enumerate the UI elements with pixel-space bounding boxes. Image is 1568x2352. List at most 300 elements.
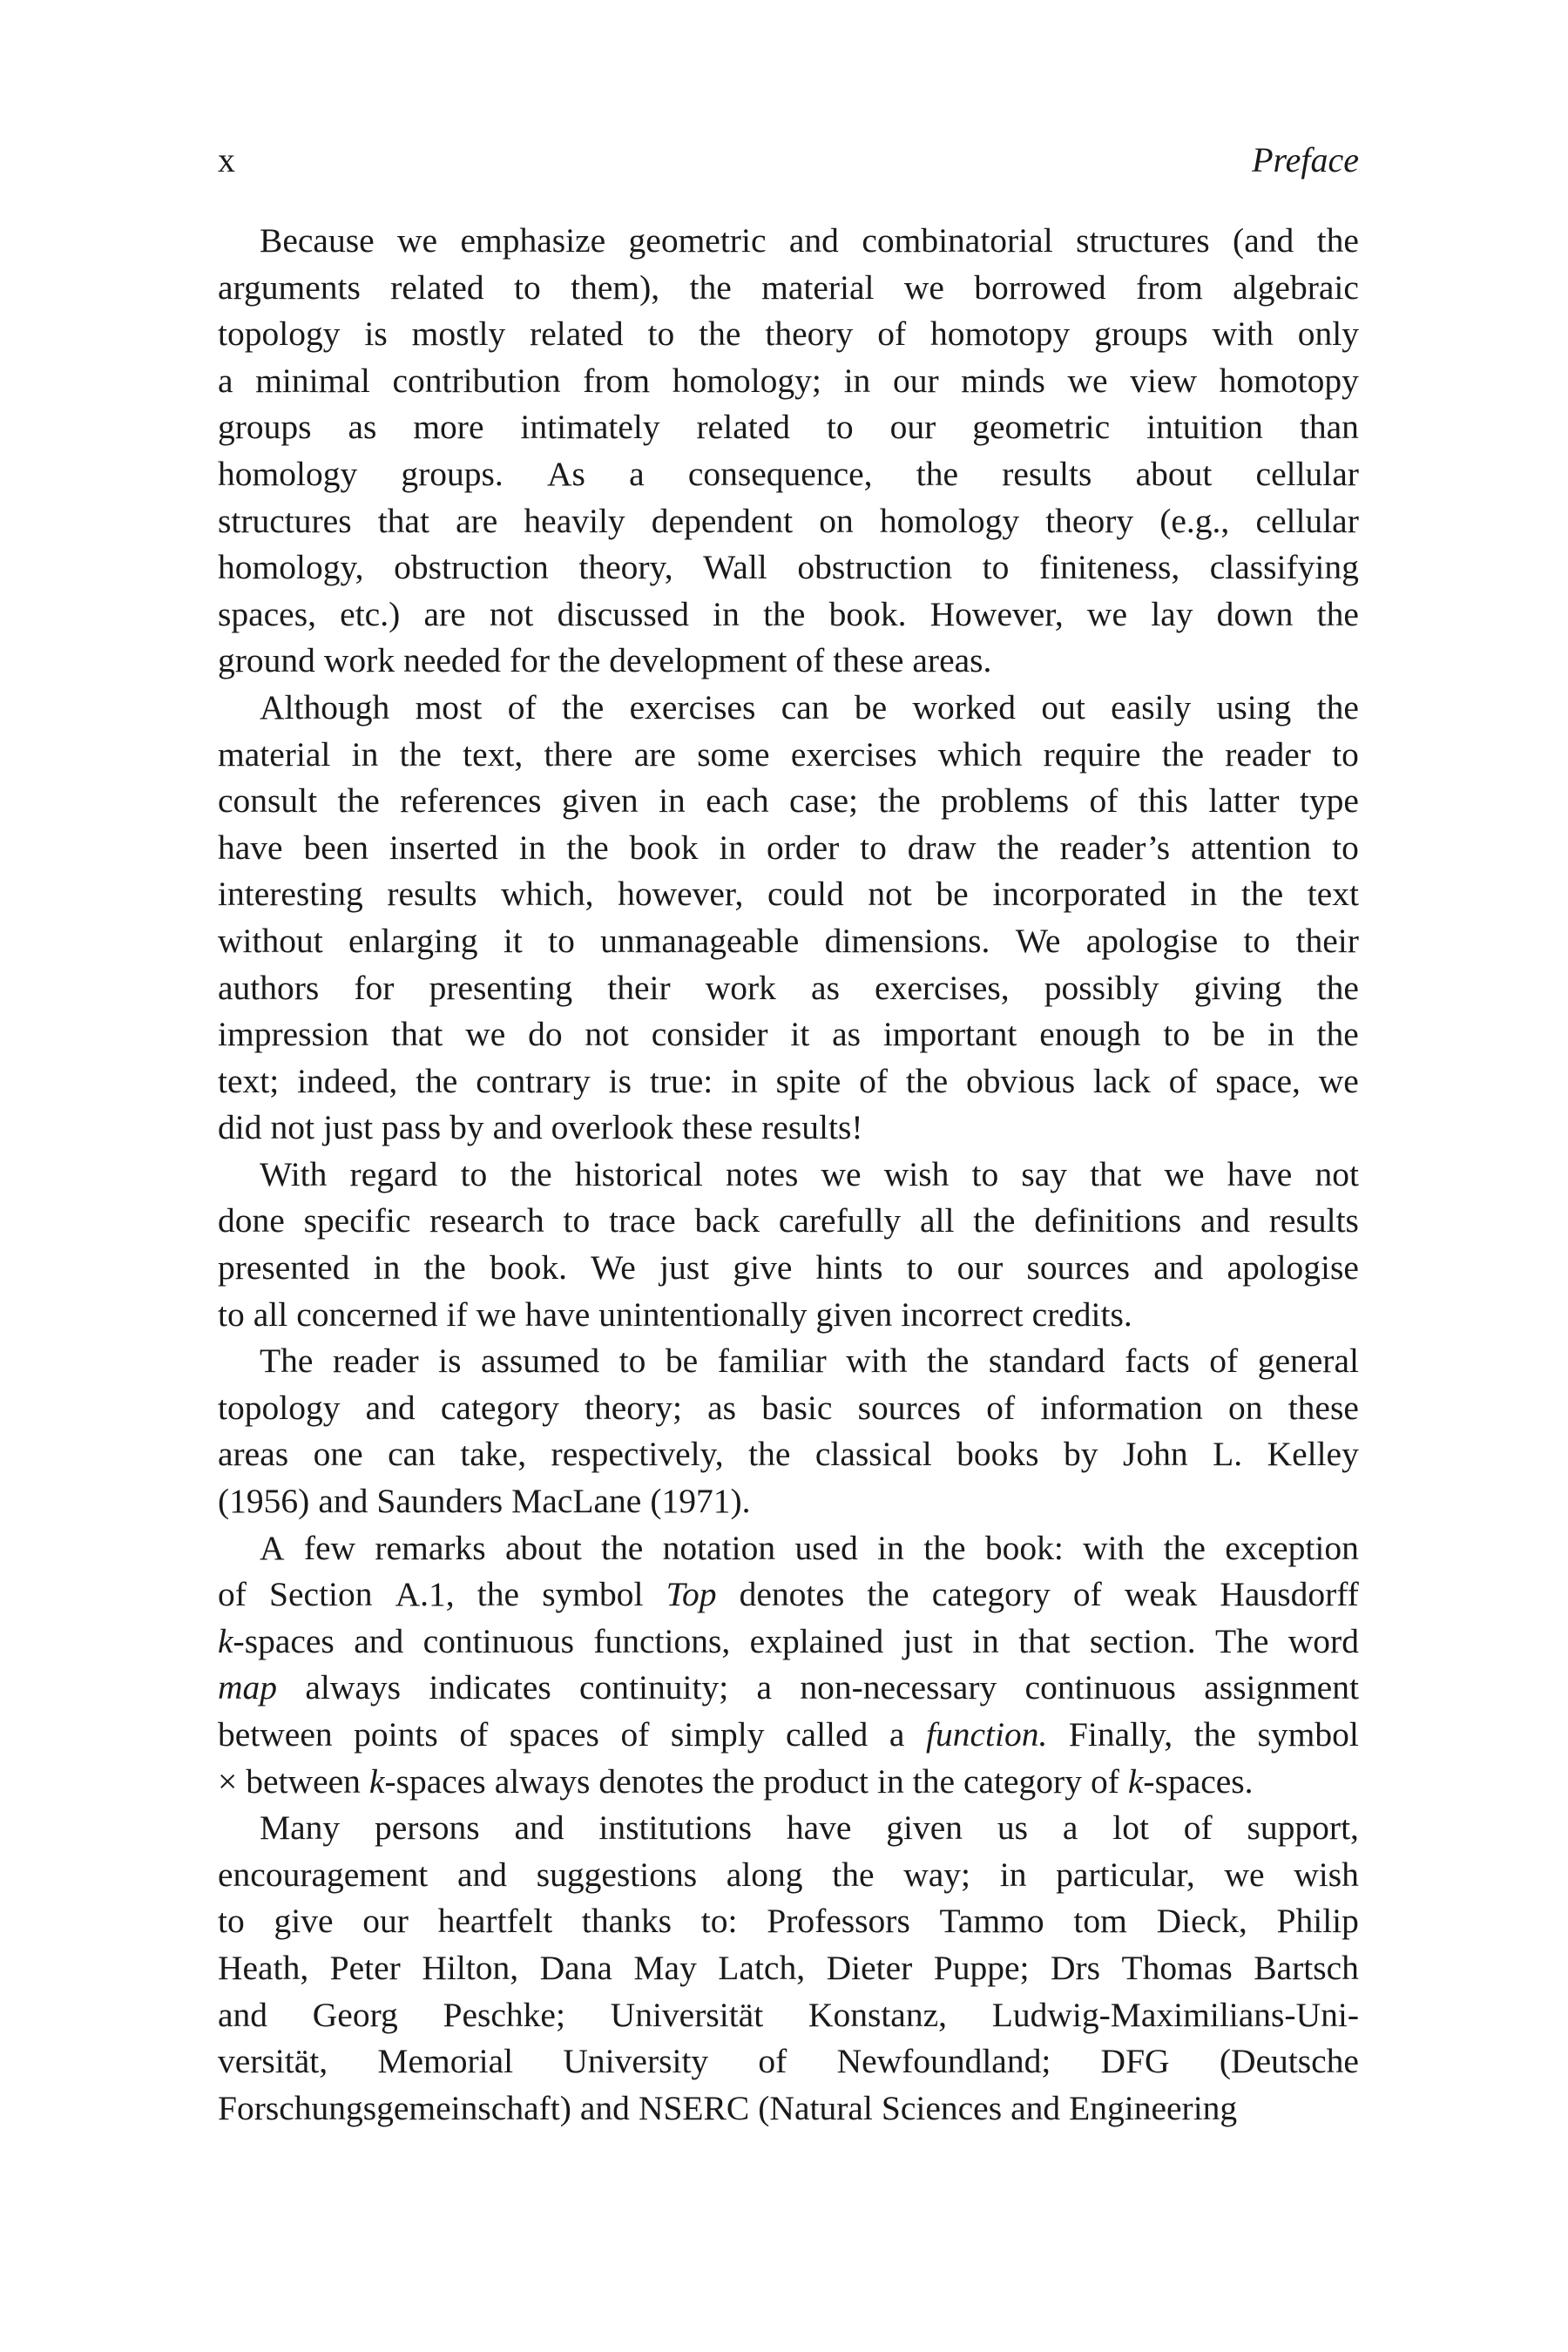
word: could <box>767 875 844 914</box>
word: cellular <box>1255 501 1359 540</box>
word: not <box>270 1108 314 1147</box>
word: our <box>892 361 939 400</box>
word: support, <box>1247 1808 1359 1848</box>
word: few <box>303 1528 356 1567</box>
text-line <box>218 1805 1359 1852</box>
word: particular, <box>1056 1855 1195 1894</box>
word: give <box>733 1248 793 1288</box>
running-title: Preface <box>1252 140 1359 179</box>
word: more <box>413 408 484 447</box>
word: reader <box>1225 734 1311 774</box>
word: Newfoundland; <box>836 2042 1051 2081</box>
word: consequence, <box>687 454 873 493</box>
word: Georg <box>312 1995 398 2034</box>
word: theory <box>1045 501 1134 540</box>
word: obstruction <box>797 548 953 587</box>
text-line <box>218 1992 1359 2039</box>
word: thanks <box>581 1902 672 1941</box>
body-text <box>218 218 1359 2132</box>
text-line <box>218 311 1359 358</box>
word: text <box>1307 875 1359 914</box>
word: down <box>1216 594 1294 633</box>
word: indeed, <box>297 1061 398 1100</box>
word: latter <box>1208 781 1280 821</box>
word: contribution <box>392 361 561 400</box>
word: we <box>1086 594 1127 633</box>
word: dependent <box>651 501 794 540</box>
word: the <box>713 1761 755 1801</box>
word: Hilton, <box>422 1948 519 1987</box>
word: with <box>1083 1528 1145 1567</box>
word: MacLane <box>511 1482 642 1521</box>
word: notes <box>725 1154 799 1193</box>
word: and <box>218 1995 268 2034</box>
word: Peter <box>329 1948 401 1987</box>
word: University <box>563 2042 709 2081</box>
word: The <box>1214 1621 1269 1660</box>
word: combinatorial <box>862 221 1053 260</box>
word: is <box>364 314 388 354</box>
paragraph <box>218 1338 1359 1524</box>
word: the <box>476 1575 520 1614</box>
word: to <box>563 1201 591 1240</box>
word: case; <box>789 781 858 821</box>
word: k-spaces. <box>1127 1761 1254 1801</box>
word: as <box>811 968 840 1007</box>
word: theory <box>765 314 854 354</box>
word: Heath, <box>218 1948 309 1987</box>
word: finiteness, <box>1038 548 1180 587</box>
word: incorporated <box>992 875 1166 914</box>
text-line <box>218 1759 1359 1806</box>
word: between <box>218 1715 333 1754</box>
word: given <box>815 1294 893 1334</box>
word: However, <box>929 594 1064 633</box>
word: these <box>682 1108 754 1147</box>
word: homology, <box>218 548 364 587</box>
word: our <box>362 1902 409 1941</box>
word: k-spaces <box>368 1761 486 1801</box>
text-line <box>218 358 1359 405</box>
word: exception <box>1225 1528 1359 1567</box>
word: credits. <box>1031 1294 1132 1334</box>
word: sources <box>1026 1248 1131 1288</box>
word: Bartsch <box>1254 1948 1359 1987</box>
word: in <box>999 1855 1027 1894</box>
word: the <box>997 828 1039 867</box>
word: in <box>518 828 546 867</box>
word: product <box>763 1761 868 1801</box>
word: information <box>1040 1388 1203 1427</box>
word: the <box>558 641 601 680</box>
word: regard <box>349 1154 438 1193</box>
word: geometric <box>628 221 767 260</box>
word: the <box>399 734 442 774</box>
word: be <box>936 875 969 914</box>
word: we <box>1067 361 1108 400</box>
word: points <box>354 1715 438 1754</box>
word: a <box>629 454 645 493</box>
word: spaces, <box>218 594 316 633</box>
word: material <box>761 267 875 307</box>
word: the <box>923 1528 966 1567</box>
word: this <box>1138 781 1188 821</box>
word: just <box>322 1108 374 1147</box>
page-number: x <box>218 140 235 179</box>
word: we <box>476 1294 517 1334</box>
word: the <box>337 781 380 821</box>
word: Wall <box>703 548 767 587</box>
word: say <box>1021 1154 1068 1193</box>
word: Many <box>260 1808 341 1848</box>
text-line <box>218 1571 1359 1619</box>
word: book: <box>984 1528 1064 1567</box>
word: denotes <box>739 1575 845 1614</box>
word: versität, <box>218 2042 328 2081</box>
word: and <box>514 1808 564 1848</box>
word: related <box>390 267 484 307</box>
word: the <box>1163 1528 1206 1567</box>
word: their <box>1295 921 1359 960</box>
word: for <box>509 641 551 680</box>
word: giving <box>1193 968 1282 1007</box>
text-line <box>218 1525 1359 1572</box>
word: along <box>726 1855 803 1894</box>
word: draw <box>907 828 977 867</box>
word: Tammo <box>939 1902 1044 1941</box>
word: Saunders <box>376 1482 504 1521</box>
word: of <box>986 1388 1016 1427</box>
word: us <box>997 1808 1029 1848</box>
word: on <box>819 501 854 540</box>
word: Hausdorff <box>1220 1575 1359 1614</box>
text-line <box>218 498 1359 545</box>
word: remarks <box>375 1528 486 1567</box>
text-line <box>218 778 1359 825</box>
word: given <box>561 781 639 821</box>
word: assumed <box>481 1342 600 1381</box>
word: it <box>790 1015 810 1054</box>
word: to <box>1163 1015 1191 1054</box>
word: development <box>609 641 787 680</box>
word: the <box>510 1154 552 1193</box>
text-line <box>218 1011 1359 1058</box>
word: consider <box>651 1015 768 1054</box>
word: × <box>218 1761 238 1801</box>
word: of <box>1072 1575 1102 1614</box>
word: the <box>867 1575 909 1614</box>
word: encouragement <box>218 1855 429 1894</box>
word: done <box>218 1201 285 1240</box>
word: type <box>1299 781 1359 821</box>
word: homotopy <box>1219 361 1359 400</box>
word: some <box>697 734 770 774</box>
word: to <box>860 828 887 867</box>
word: and <box>788 221 839 260</box>
word: topology <box>218 1388 341 1427</box>
word: to <box>618 1342 646 1381</box>
word: the <box>416 1061 458 1100</box>
word: which <box>937 734 1023 774</box>
text-line <box>218 1338 1359 1385</box>
word: about <box>504 1528 582 1567</box>
word: of <box>1209 1342 1239 1381</box>
word: in <box>1190 875 1218 914</box>
word: to <box>218 1294 245 1334</box>
text-line <box>218 1385 1359 1432</box>
word: obstruction <box>394 548 549 587</box>
word: results <box>387 875 477 914</box>
word: continuity; <box>579 1668 729 1707</box>
word: inserted <box>389 828 498 867</box>
word: with <box>1212 314 1274 354</box>
word: spite <box>775 1061 841 1100</box>
word: and <box>492 1108 543 1147</box>
word: true: <box>649 1061 713 1100</box>
word: to <box>460 1154 488 1193</box>
word: book. <box>490 1248 567 1288</box>
word: map <box>218 1668 278 1707</box>
word: their <box>607 968 671 1007</box>
word: references <box>400 781 542 821</box>
word: We <box>591 1248 636 1288</box>
word: out <box>1041 687 1085 727</box>
word: the <box>1161 734 1204 774</box>
word: just <box>659 1248 710 1288</box>
word: the <box>566 828 609 867</box>
word: (Natural <box>758 2088 873 2127</box>
word: the <box>748 1435 791 1474</box>
word: in <box>876 1761 904 1801</box>
word: the <box>601 1528 644 1567</box>
word: contrary <box>476 1061 591 1100</box>
word: classifying <box>1209 548 1359 587</box>
word: not <box>489 594 534 633</box>
word: just <box>902 1621 953 1660</box>
word: reader <box>332 1342 419 1381</box>
word: theory, <box>578 548 673 587</box>
word: given <box>886 1808 963 1848</box>
word: space, <box>1215 1061 1301 1100</box>
word: in <box>719 828 747 867</box>
word: notation <box>662 1528 776 1567</box>
text-line <box>218 1245 1359 1292</box>
word: the <box>689 267 732 307</box>
word: Philip <box>1276 1902 1359 1941</box>
text-line <box>218 265 1359 312</box>
word: wish <box>1294 1855 1359 1894</box>
word: enlarging <box>348 921 478 960</box>
word: that <box>1090 1154 1142 1193</box>
word: a <box>756 1668 773 1707</box>
text-line <box>218 1945 1359 1992</box>
word: emphasize <box>460 221 606 260</box>
word: to <box>906 1248 934 1288</box>
word: groups <box>218 408 312 447</box>
word: etc.) <box>340 594 401 633</box>
word: as <box>707 1388 737 1427</box>
word: have <box>786 1808 852 1848</box>
word: research <box>429 1201 544 1240</box>
word: homology <box>879 501 1020 540</box>
word: specific <box>303 1201 411 1240</box>
word: in <box>877 1528 904 1567</box>
word: called <box>786 1715 868 1754</box>
word: way; <box>903 1855 971 1894</box>
word: the <box>1316 221 1359 260</box>
word: reader’s <box>1059 828 1171 867</box>
word: the <box>423 1248 466 1288</box>
word: minimal <box>255 361 370 400</box>
word: needed <box>403 641 501 680</box>
word: tom <box>1073 1902 1127 1941</box>
word: continuous <box>422 1621 574 1660</box>
word: (e.g., <box>1159 501 1230 540</box>
word: can <box>388 1435 436 1474</box>
word: the <box>1316 968 1359 1007</box>
word: not <box>585 1015 629 1054</box>
word: to <box>1243 921 1271 960</box>
paragraph <box>218 1525 1359 1806</box>
word: of <box>459 1715 489 1754</box>
word: in <box>1267 1015 1294 1054</box>
text-line <box>218 591 1359 639</box>
word: homology; <box>672 361 821 400</box>
word: important <box>882 1015 1017 1054</box>
page <box>218 139 1359 2132</box>
text-line <box>218 2038 1359 2085</box>
word: facts <box>1125 1342 1190 1381</box>
word: of <box>620 1715 650 1754</box>
word: on <box>1228 1388 1263 1427</box>
word: Drs <box>1050 1948 1100 1987</box>
word: May <box>633 1948 697 1987</box>
word: Puppe; <box>933 1948 1030 1987</box>
text-line <box>218 871 1359 918</box>
word: groups. <box>401 454 504 493</box>
word: homology <box>218 454 358 493</box>
word: persons <box>375 1808 480 1848</box>
word: Professors <box>767 1902 910 1941</box>
word: in <box>373 1248 401 1288</box>
word: in <box>351 734 379 774</box>
word: topology <box>218 314 341 354</box>
word: functions, <box>593 1621 731 1660</box>
word: lot <box>1112 1808 1149 1848</box>
word: the <box>1316 1015 1359 1054</box>
word: worked <box>912 687 1016 727</box>
word: of <box>859 1061 889 1100</box>
word: which, <box>501 875 594 914</box>
word: by <box>1064 1435 1098 1474</box>
word: concerned <box>296 1294 438 1334</box>
word: minds <box>961 361 1045 400</box>
word: The <box>260 1342 314 1381</box>
word: related <box>696 408 790 447</box>
word: unintentionally <box>598 1294 808 1334</box>
word: that <box>1018 1621 1071 1660</box>
word: take, <box>460 1435 527 1474</box>
word: in <box>843 361 871 400</box>
word: a <box>218 361 233 400</box>
word: to <box>647 314 675 354</box>
word: be <box>1212 1015 1246 1054</box>
word: structures <box>218 501 352 540</box>
paragraph <box>218 218 1359 685</box>
text-line <box>218 1105 1359 1152</box>
word: (and <box>1233 221 1294 260</box>
word: category <box>963 1761 1082 1801</box>
word: results <box>1268 1201 1359 1240</box>
paragraph <box>218 1152 1359 1338</box>
word: non-necessary <box>800 1668 997 1707</box>
word: arguments <box>218 267 361 307</box>
running-head <box>218 139 1359 181</box>
word: and <box>365 1388 416 1427</box>
word: assignment <box>1204 1668 1359 1707</box>
word: back <box>694 1201 760 1240</box>
word: of <box>877 314 907 354</box>
word: classical <box>814 1435 932 1474</box>
text-line <box>218 1852 1359 1899</box>
word: theory; <box>585 1388 682 1427</box>
word: hints <box>815 1248 883 1288</box>
word: Kelley <box>1267 1435 1359 1474</box>
word: to: <box>700 1902 738 1941</box>
word: the <box>912 1761 955 1801</box>
text-line <box>218 404 1359 451</box>
word: Finally, <box>1068 1715 1173 1754</box>
word: simply <box>670 1715 765 1754</box>
word: overlook <box>551 1108 674 1147</box>
word: to <box>218 1902 245 1941</box>
word: problems <box>941 781 1070 821</box>
word: results! <box>761 1108 863 1147</box>
word: Engineering <box>1069 2088 1238 2127</box>
word: continuous <box>1024 1668 1176 1707</box>
word: indicates <box>429 1668 551 1707</box>
word: cellular <box>1255 454 1359 493</box>
word: the <box>1193 1715 1236 1754</box>
word: to <box>982 548 1010 587</box>
word: L. <box>1213 1435 1243 1474</box>
word: A.1, <box>395 1575 455 1614</box>
word: We <box>1015 921 1061 960</box>
word: Universität <box>610 1995 764 2034</box>
word: book <box>629 828 699 867</box>
word: Although <box>260 687 390 727</box>
word: the <box>1316 594 1359 633</box>
word: be <box>665 1342 699 1381</box>
word: for <box>354 968 395 1007</box>
word: discussed <box>557 594 689 633</box>
word: text; <box>218 1061 280 1100</box>
paragraph <box>218 1805 1359 2132</box>
word: not <box>868 875 912 914</box>
text-line <box>218 1665 1359 1712</box>
word: word <box>1288 1621 1359 1660</box>
word: Dieck, <box>1156 1902 1247 1941</box>
word: spaces <box>509 1715 599 1754</box>
word: suggestions <box>536 1855 698 1894</box>
word: them), <box>571 267 660 307</box>
word: weak <box>1124 1575 1198 1614</box>
word: possibly <box>1044 968 1159 1007</box>
word: (1971). <box>650 1482 751 1521</box>
word: these <box>833 641 904 680</box>
word: to <box>514 267 541 307</box>
word: easily <box>1111 687 1192 727</box>
